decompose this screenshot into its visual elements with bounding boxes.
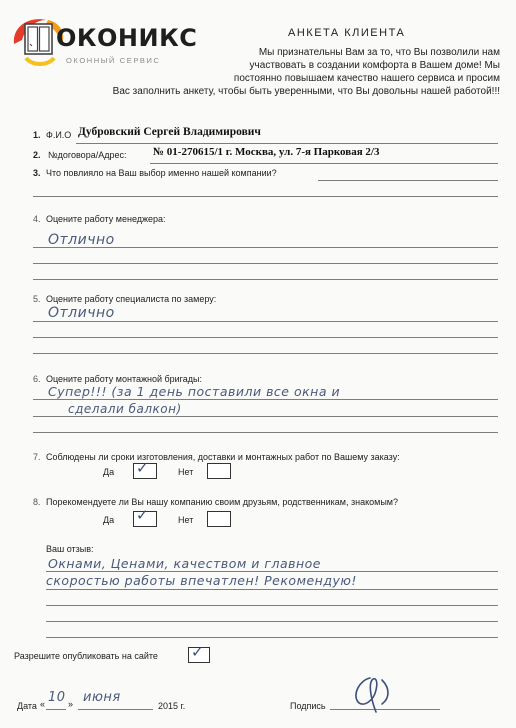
q8-yes-label: Да: [103, 515, 115, 525]
date-year: 2015 г.: [158, 701, 186, 711]
item-number: 8.: [33, 497, 41, 507]
date-day-line: [46, 709, 66, 710]
date-label: Дата: [17, 701, 37, 711]
intro-line: участвовать в создании комфорта в Вашем доме! Мы: [249, 60, 500, 71]
item-number: 6.: [33, 374, 41, 384]
intro-text: [30, 46, 500, 98]
date-month[interactable]: июня: [83, 690, 121, 705]
intro-line: постоянно повышаем качество нашего сервиса и просим: [233, 73, 500, 84]
brand-name: ОКОНИКС: [56, 24, 198, 52]
q5-answer-line: [33, 321, 498, 322]
q6-answer-line2[interactable]: сделали балкон): [68, 402, 182, 416]
review-line: [46, 605, 498, 606]
q8-no-checkbox[interactable]: [207, 511, 231, 527]
q3-answer-line: [318, 180, 498, 181]
date-month-line: [78, 709, 153, 710]
q8-yes-checkmark: ✓: [136, 506, 149, 524]
review-line: [46, 637, 498, 638]
review-line1[interactable]: Окнами, Ценами, качеством и главное: [48, 556, 321, 571]
q3-label: Что повлияло на Ваш выбор именно нашей компании?: [46, 168, 277, 178]
date-quote-close: »: [68, 699, 74, 709]
review-line: [46, 571, 498, 572]
q5-label: Оцените работу специалиста по замеру:: [46, 294, 217, 304]
handwritten-signature: [342, 672, 402, 716]
q4-label: Оцените работу менеджера:: [46, 214, 166, 224]
q7-yes-label: Да: [103, 467, 115, 477]
q4-answer-line: [33, 247, 498, 248]
form-title: АНКЕТА КЛИЕНТА: [288, 27, 406, 39]
q7-no-label: Нет: [178, 467, 194, 477]
q6-answer-line: [33, 399, 498, 400]
q4-answer-line: [33, 279, 498, 280]
q4-answer-line: [33, 263, 498, 264]
q3-answer-line: [33, 196, 498, 197]
q7-label: Соблюдены ли сроки изготовления, доставки и монтажных работ по Вашему заказу:: [46, 452, 400, 462]
item-number: 1.: [33, 130, 41, 140]
q6-answer-line: [33, 416, 498, 417]
contract-value[interactable]: № 01-270615/1 г. Москва, ул. 7-я Парковая 2/3: [153, 146, 380, 158]
contract-label: №договора/Адрес:: [48, 150, 127, 160]
intro-line: Вас заполнить анкету, чтобы быть уверенными, что Вы довольны нашей работой!!!: [112, 86, 500, 97]
q7-yes-checkmark: ✓: [136, 459, 149, 477]
q7-no-checkbox[interactable]: [207, 463, 231, 479]
fio-value[interactable]: Дубровский Сергей Владимирович: [78, 126, 261, 138]
date-day[interactable]: 10: [48, 690, 66, 705]
item-number: 2.: [33, 150, 41, 160]
item-number: 3.: [33, 168, 41, 178]
review-line: [46, 589, 498, 590]
review-line2[interactable]: скоростью работы впечатлен! Рекомендую!: [46, 573, 357, 588]
review-label: Ваш отзыв:: [46, 544, 94, 554]
q8-no-label: Нет: [178, 515, 194, 525]
signature-label: Подпись: [290, 701, 326, 711]
q6-label: Оцените работу монтажной бригады:: [46, 374, 202, 384]
review-line: [46, 621, 498, 622]
fio-label: Ф.И.О: [46, 130, 72, 140]
item-number: 5.: [33, 294, 41, 304]
brand-subtitle: ОКОННЫЙ СЕРВИС: [66, 56, 161, 65]
fio-underline: [76, 143, 498, 144]
publish-label: Разрешите опубликовать на сайте: [14, 651, 158, 661]
item-number: 4.: [33, 214, 41, 224]
q6-answer-line1[interactable]: Супер!!! (за 1 день поставили все окна и: [48, 384, 341, 399]
q6-answer-line: [33, 432, 498, 433]
item-number: 7.: [33, 452, 41, 462]
contract-underline: [150, 163, 498, 164]
q4-answer[interactable]: Отлично: [48, 232, 115, 248]
publish-checkmark: ✓: [191, 643, 204, 661]
date-quote-open: «: [40, 699, 46, 709]
q5-answer-line: [33, 353, 498, 354]
q5-answer[interactable]: Отлично: [48, 305, 115, 321]
q8-label: Порекомендуете ли Вы нашу компанию своим друзьям, родственникам, знакомым?: [46, 497, 398, 507]
q5-answer-line: [33, 337, 498, 338]
intro-line: Мы признательны Вам за то, что Вы позволили нам: [258, 47, 500, 58]
